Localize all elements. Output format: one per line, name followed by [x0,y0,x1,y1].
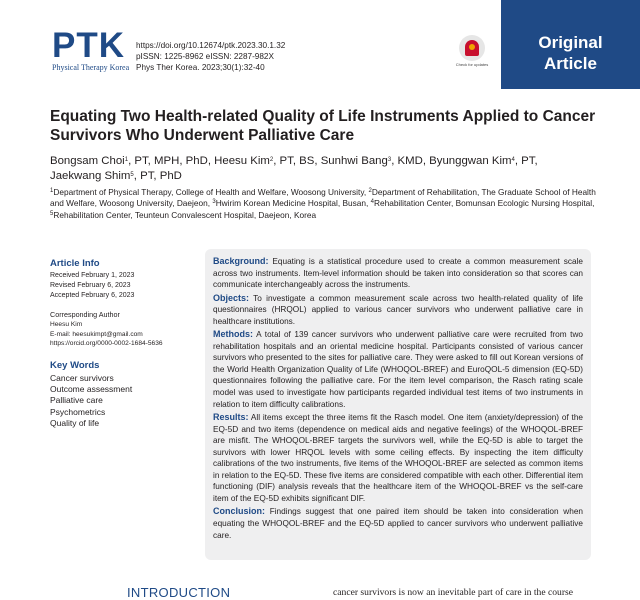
abstract-conclusion-text: Findings suggest that one paired item should be taken into consideration when equating the WHOQOL-BREF and the EQ-5D applied to cancer survivors who underwent palliative care. [213,507,584,540]
affil-sup: 3 [212,199,216,206]
author-credentials: , PT, MPH, PhD, [128,155,215,167]
abstract-methods-heading: Methods: [213,329,253,340]
revised-date: Revised February 6, 2023 [50,282,131,289]
affil-sup: 5 [50,210,54,217]
abstract-background-text: Equating is a statistical procedure used to create a common measurement scale across two instruments. Item-level information should be taken into consideration so that scores can communicate interchangeably across the instruments. [213,257,583,290]
corresponding-author-email[interactable]: E-mail: heesukimpt@gmail.com [50,330,143,338]
author-credentials: , KMD, [391,155,430,167]
keyword: Outcome assessment [50,383,133,394]
journal-logo [52,26,130,72]
introduction-heading: INTRODUCTION [127,585,231,600]
affil-text: Rehabilitation Center, Teunteun Convalescent Hospital, Daejeon, Korea [53,209,317,220]
keyword: Psychometrics [50,406,106,417]
check-updates-button[interactable] [455,35,489,75]
article-type-badge [501,0,640,89]
abstract-conclusion [213,506,583,541]
author-name: Byunggwan Kim [429,155,512,167]
author-name: Bongsam Choi [50,155,125,167]
author-affil-sup: 3 [387,157,392,163]
abstract-results-text: All items except the three items fit the Rasch model. One item (anxiety/depression) of the EQ-5D and two items (dependence on medical aids and negative feelings) of the WHOQOL-BREF are misfit. The WHOQOL-BREF targets the survivors well, while the EQ-5D is able to target the survivors with lower HRQOL levels with some ceiling effects. By inspecting the item difficulty calibrations of the two instruments, five items of the WHOQOL-BREF are selected as common items in relation to the EQ-5D. These five items are considered compatible with each other. Differential item functioning (DIF) analysis reveals that the healthcare item of the WHOQOL-BREF vs the self-care item of the EQ-5D exhibits significant DIF. [213,413,583,503]
logo-subtitle: Physical Therapy Korea [52,63,130,72]
keyword: Quality of life [50,418,100,429]
author-affil-sup: 2 [269,157,274,163]
introduction-text: cancer survivors is now an inevitable part of care in the course [333,587,574,598]
badge-line2: Article [544,54,597,73]
author-credentials: , PT, [514,155,538,167]
affil-text: Rehabilitation Center, Bomunsan Ecologic Nursing Hospital, [373,198,595,209]
abstract-results [213,412,583,504]
abstract-background [213,256,583,291]
abstract-box [205,249,591,560]
issn: pISSN: 1225-8962 eISSN: 2287-982X [136,52,274,61]
article-info-heading: Article Info [50,258,100,269]
affil-text: Department of Physical Therapy, College of Health and Welfare, Woosong University, [53,187,369,197]
corresponding-author-heading: Corresponding Author [50,310,120,319]
abstract-objectives-text: To investigate a common measurement scale across two health-related quality of life questionnaires (HRQOL) applied to various cancer survivors who underwent palliative care in healthcare institutions. [213,293,583,326]
accepted-date: Accepted February 6, 2023 [50,292,135,299]
affil-sup: 4 [370,199,374,206]
affil-sup: 2 [368,188,372,194]
abstract-objectives-heading: Objects: [213,292,250,303]
keywords-heading: Key Words [50,359,100,371]
author-affil-sup: 1 [124,157,129,163]
badge-line1: Original [538,33,603,52]
author-affil-sup: 5 [130,172,134,178]
author-credentials: , PT, BS, [273,155,321,167]
corresponding-author-name: Heesu Kim [50,321,83,328]
check-updates-label: Check for updates [455,62,489,67]
corresponding-author-orcid[interactable]: https://orcid.org/0000-0002-1684-5636 [50,340,163,347]
logo-text: PTK [52,26,125,65]
author-affil-sup: 4 [511,157,515,163]
affil-text: Department of Rehabilitation, The Graduate School of Health and Welfare, Woosong University, Daejeon, [50,187,596,209]
abstract-conclusion-heading: Conclusion: [213,506,265,517]
author-list [50,154,590,184]
abstract-objectives [213,293,583,328]
affil-sup: 1 [50,188,54,194]
keyword: Cancer survivors [50,372,114,383]
abstract-methods [213,329,583,410]
abstract-methods-text: A total of 139 cancer survivors who underwent palliative care were recruited from two rehabilitation hospitals and an oriental medicine hospital. Participants consisted of various cancer survivors who presented to the sites for palliative care. They were asked to fill out Korean versions of the World Health Organization Quality of Life (WHOQOL-BREF) and EuroQOL-5 dimension (EQ-5D) questionnaires following the palliative care. For the item level comparison, the Rasch rating scale model was used to investigate how participants regarded individual test items of two instruments in relation to item difficulty calibrations. [213,330,583,409]
author-credentials: , PT, PhD [133,170,182,182]
affil-text: Hwirim Korean Medicine Hospital, Busan, [215,198,371,209]
citation: Phys Ther Korea. 2023;30(1):32-40 [136,63,265,72]
affiliations [50,187,610,221]
crossmark-icon [459,35,485,61]
author-name: Heesu Kim [214,155,270,167]
abstract-background-heading: Background: [213,256,269,266]
article-title: Equating Two Health-related Quality of Life Instruments Applied to Cancer Survivors Who Underwent Palliative Care [50,108,596,144]
keyword: Palliative care [50,395,103,406]
doi-link[interactable]: https://doi.org/10.12674/ptk.2023.30.1.32 [136,41,286,50]
article-meta [136,40,285,73]
author-name: Sunhwi Bang [320,155,388,167]
author-name: Jaekwang Shim [50,170,131,182]
article-info-column [50,258,200,430]
abstract-results-heading: Results: [213,412,249,423]
received-date: Received February 1, 2023 [50,272,135,279]
